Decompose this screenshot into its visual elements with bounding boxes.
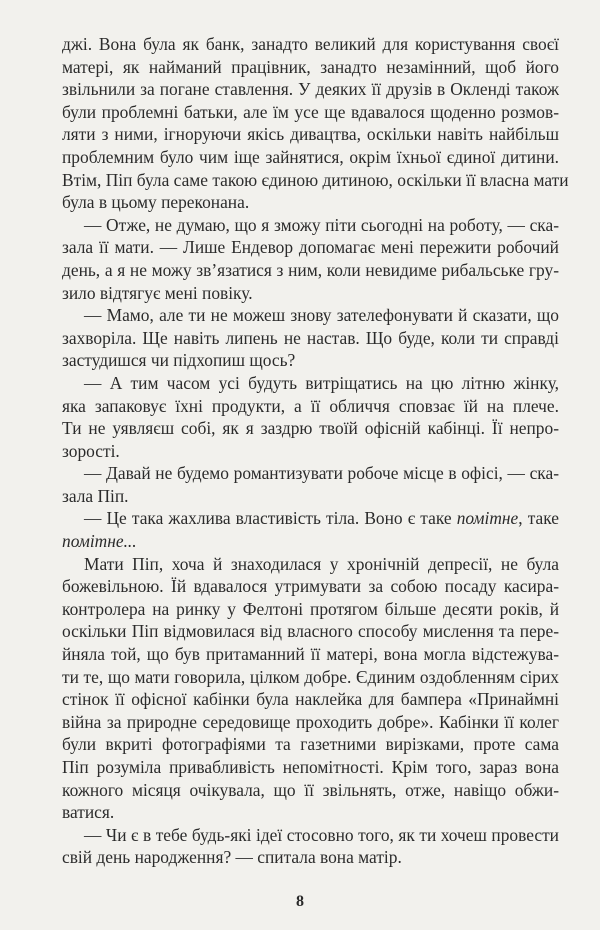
text-line: війна за природне середовище проходить добре». Кабінки її колег bbox=[62, 711, 559, 732]
text-line: ти те, що мати говорила, цілком добре. Єдиним оздобленням сірих bbox=[62, 666, 559, 687]
text-line: були проблемні батьки, але їм усе ще вдавалося щоденно розмов- bbox=[62, 101, 559, 122]
text-line: Мати Піп, хоча й знаходилася у хронічній депресії, не була bbox=[84, 553, 559, 574]
text-line: зала Піп. bbox=[62, 485, 129, 506]
text-line: — Мамо, але ти не можеш знову зателефонувати й сказати, що bbox=[84, 305, 559, 326]
text-line: яка запаковує їхні продукти, а її обличчя сповзає їй на плече. bbox=[62, 395, 559, 416]
text-line: Ти не уявляєш собі, як я заздрю твоїй офісній кабінці. Її непро- bbox=[62, 418, 559, 439]
paragraph bbox=[62, 304, 559, 372]
text-line: день, а я не можу зв’язатися з ним, коли невидиме рибальське гру- bbox=[62, 259, 559, 280]
paragraph bbox=[62, 462, 559, 507]
text-line: Піп розуміла привабливість непомітності. Крім того, зараз вона bbox=[62, 757, 559, 777]
text-line: — Давай не будемо романтизувати робоче місце в офісі, — ска- bbox=[84, 463, 559, 484]
text-line: була в цьому переконана. bbox=[62, 192, 250, 213]
paragraph bbox=[62, 214, 559, 304]
text-segment: — Це така жахлива властивість тіла. Воно є таке bbox=[84, 508, 457, 529]
text-line: йняла той, що був притаманний її матері, вона могла відстежува- bbox=[62, 644, 559, 665]
text-line bbox=[62, 530, 559, 553]
text-line: кожного місяця очікувала, що її звільнять, отже, навіщо обжи- bbox=[62, 779, 559, 800]
text-line: свій день народження? — спитала вона матір. bbox=[62, 847, 402, 868]
italic-text: помітне... bbox=[62, 531, 137, 552]
text-line: джі. Вона була як банк, занадто великий для користування своєї bbox=[62, 34, 559, 54]
text-line: Втім, Піп була саме такою єдиною дитиною, оскільки її власна мати bbox=[62, 169, 569, 190]
text-line: зорості. bbox=[62, 440, 120, 461]
text-line: — Чи є в тебе будь-які ідеї стосовно того, як ти хочеш провести bbox=[84, 824, 559, 845]
text-line: оскільки Піп відмовилася від власного способу мислення та пере- bbox=[62, 621, 559, 642]
text-line: застудишся чи підхопиш щось? bbox=[62, 350, 296, 371]
text-line: контролера на ринку у Фелтоні протягом більше десяти років, й bbox=[62, 598, 559, 619]
text-line: божевільною. Їй вдавалося утримувати за собою посаду касира- bbox=[62, 576, 559, 597]
text-line: — А тим часом усі будуть витріщатись на цю літню жінку, bbox=[84, 372, 559, 393]
text-line: зило відтягує мені повіку. bbox=[62, 282, 253, 303]
text-line: зала її мати. — Лише Ендевор допомагає мені пережити робочий bbox=[62, 237, 559, 258]
text-line: стінок її офісної кабінки була наклейка для бампера «Принаймні bbox=[62, 689, 559, 710]
paragraph bbox=[62, 372, 559, 462]
text-line: ватися. bbox=[62, 802, 115, 823]
paragraph bbox=[62, 553, 559, 824]
paragraph bbox=[62, 824, 559, 869]
text-segment: , таке bbox=[518, 508, 559, 529]
text-line: — Отже, не думаю, що я зможу піти сьогодні на роботу, — ска- bbox=[84, 214, 559, 235]
text-line: проблемним було чим іще зайнятися, окрім їхньої єдиної дитини. bbox=[62, 146, 559, 167]
text-line: звільнили за погане ставлення. У деяких її друзів в Окленді також bbox=[62, 79, 559, 100]
paragraph bbox=[62, 33, 569, 214]
text-line: матері, як найманий працівник, занадто незамінний, щоб його bbox=[62, 56, 559, 77]
paragraph bbox=[62, 507, 559, 552]
book-page-text bbox=[62, 33, 569, 869]
text-line: захворіла. Ще навіть липень не настав. Що буде, коли ти справді bbox=[62, 327, 559, 348]
page-number: 8 bbox=[296, 893, 304, 910]
text-line bbox=[62, 507, 559, 530]
text-line: ляти з ними, ігноруючи якісь дивацтва, оскільки навіть найбільш bbox=[62, 124, 559, 145]
text-line: були вкриті фотографіями та газетними вирізками, проте сама bbox=[62, 734, 559, 755]
italic-text: помітне bbox=[456, 508, 519, 529]
